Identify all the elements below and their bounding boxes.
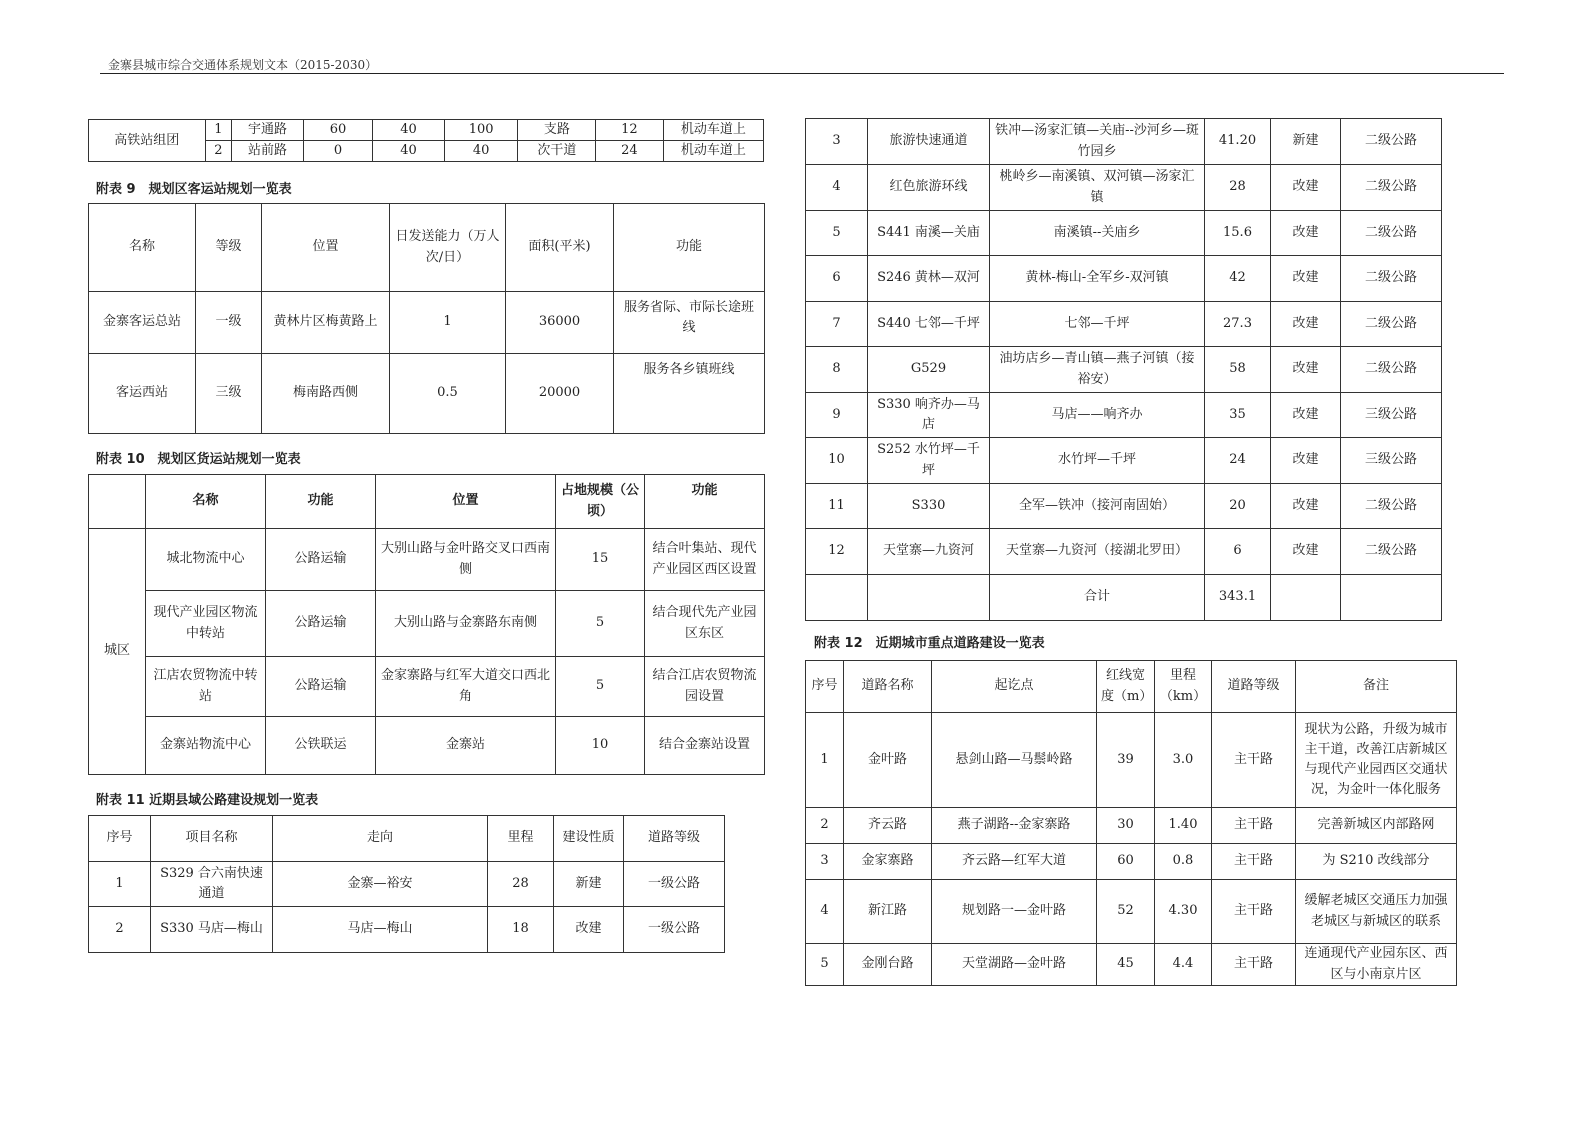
table-cell: 公路运输 [266,591,376,657]
table-cell: 水竹坪—千坪 [990,438,1205,484]
table-cell: 公路运输 [266,529,376,591]
table-cell: 35 [1205,393,1271,438]
table-cell: 全军—铁冲（接河南固始） [990,484,1205,529]
table-cell: 新建 [554,862,624,907]
table-cell: 天堂寨—九资河（接湖北罗田） [990,529,1205,575]
table12-caption: 附表 12 近期城市重点道路建设一览表 [814,636,1045,651]
table-cell: 现代产业园区物流中转站 [146,591,266,657]
table-cell: 新江路 [844,880,932,944]
table-cell [868,575,990,621]
table-cell: 9 [806,393,868,438]
table-cell: 15.6 [1205,211,1271,256]
table12-header: 道路等级 [1212,661,1296,713]
table-cell: 7 [806,302,868,347]
table-cell: 改建 [1271,529,1341,575]
hsr-group-label: 高铁站组团 [89,120,206,162]
table-cell: 一级公路 [624,907,725,953]
table-cell: 改建 [1271,211,1341,256]
table-cell: 8 [806,347,868,393]
table-cell: 公铁联运 [266,717,376,775]
table-cell: 旅游快速通道 [868,119,990,165]
table-cell: 1 [390,292,506,354]
table-cell: 金寨站物流中心 [146,717,266,775]
table-cell: 主干路 [1212,844,1296,880]
table10-header: 名称 [146,475,266,529]
table-cell: 金寨客运总站 [89,292,196,354]
table-cell: 次干道 [518,141,596,162]
table10-header: 功能 [266,475,376,529]
table12-header: 道路名称 [844,661,932,713]
table-cell: 天堂湖路—金叶路 [932,944,1097,986]
table11-header: 建设性质 [554,816,624,862]
table-cell: 58 [1205,347,1271,393]
table-cell: 100 [444,120,518,141]
table11-part1 [88,815,725,953]
table-cell: 大别山路与金叶路交叉口西南侧 [376,529,556,591]
table-cell: 缓解老城区交通压力加强老城区与新城区的联系 [1296,880,1457,944]
table-cell: 燕子湖路--金家寨路 [932,808,1097,844]
table-cell: 4 [806,165,868,211]
table-cell: 3 [806,844,844,880]
table-cell: 天堂寨—九资河 [868,529,990,575]
table-cell: 站前路 [232,141,304,162]
table-cell: 27.3 [1205,302,1271,347]
table-cell: 客运西站 [89,354,196,434]
table-cell: 30 [1097,808,1155,844]
table-cell: S330 响齐办—马店 [868,393,990,438]
table11-total-label: 合计 [990,575,1205,621]
table9-header: 面积(平米) [506,204,614,292]
table-cell: 完善新城区内部路网 [1296,808,1457,844]
table-cell: S330 [868,484,990,529]
table10-header: 占地规模（公顷） [556,475,645,529]
table12-header: 红线宽度（m） [1097,661,1155,713]
table-cell: 服务省际、市际长途班线 [614,292,765,354]
table-cell: 18 [488,907,554,953]
table-cell: 5 [556,591,645,657]
table-cell: S329 合六南快速通道 [151,862,273,907]
table-cell: 现状为公路，升级为城市主干道，改善江店新城区与现代产业园西区交通状况，为金叶一体化服务 [1296,713,1457,808]
table-cell: 黄林片区梅黄路上 [262,292,390,354]
table9 [88,203,765,434]
table-cell: 二级公路 [1341,529,1442,575]
table-cell: 主干路 [1212,880,1296,944]
table-cell: 结合叶集站、现代产业园区西区设置 [645,529,765,591]
table-cell: 金家寨路与红军大道交口西北角 [376,657,556,717]
document-header: 金寨县城市综合交通体系规划文本（2015-2030） [108,58,378,72]
table-cell: 40 [373,141,445,162]
table-cell: 梅南路西侧 [262,354,390,434]
table-cell: 铁冲—汤家汇镇—关庙--沙河乡—斑竹园乡 [990,119,1205,165]
table-cell: 规划路一—金叶路 [932,880,1097,944]
table12-header: 里程（km） [1155,661,1212,713]
table-cell [806,575,868,621]
table-cell: 马店——响齐办 [990,393,1205,438]
table-cell: 4.4 [1155,944,1212,986]
table-cell: 6 [1205,529,1271,575]
table9-header: 功能 [614,204,765,292]
table11-header: 走向 [273,816,488,862]
table-cell: 15 [556,529,645,591]
table-cell: 主干路 [1212,944,1296,986]
table-cell: 改建 [1271,484,1341,529]
table11-total-value: 343.1 [1205,575,1271,621]
table-cell: 二级公路 [1341,165,1442,211]
table-cell: 三级公路 [1341,438,1442,484]
table9-header: 名称 [89,204,196,292]
table-cell: 42 [1205,256,1271,302]
table11-header: 序号 [89,816,151,862]
table-cell: 4.30 [1155,880,1212,944]
table10-group-label: 城区 [89,529,146,775]
table-cell: 红色旅游环线 [868,165,990,211]
table-cell: 52 [1097,880,1155,944]
table10-header: 功能 [645,475,765,529]
table-cell: 20 [1205,484,1271,529]
table-cell: 结合江店农贸物流园设置 [645,657,765,717]
table-cell [1271,575,1341,621]
table-cell: 5 [806,944,844,986]
table-cell: 二级公路 [1341,256,1442,302]
table-cell: 12 [806,529,868,575]
table-cell: 二级公路 [1341,484,1442,529]
table10-header [89,475,146,529]
table-cell: 1 [806,713,844,808]
table-cell: 大别山路与金寨路东南侧 [376,591,556,657]
table12 [805,660,1457,986]
table11-caption: 附表 11 近期县域公路建设规划一览表 [96,793,319,808]
table-cell: 39 [1097,713,1155,808]
table-cell: 改建 [1271,347,1341,393]
table-cell: 城北物流中心 [146,529,266,591]
table-cell: 1 [205,120,232,141]
table-cell: 24 [1205,438,1271,484]
table-cell: G529 [868,347,990,393]
table9-header: 位置 [262,204,390,292]
table-cell: 桃岭乡—南溪镇、双河镇—汤家汇镇 [990,165,1205,211]
table-cell: 4 [806,880,844,944]
table-cell: 为 S210 改线部分 [1296,844,1457,880]
table11-header: 道路等级 [624,816,725,862]
table11-header: 里程 [488,816,554,862]
table-cell: S330 马店—梅山 [151,907,273,953]
table-cell: 28 [488,862,554,907]
table-cell: 三级公路 [1341,393,1442,438]
table-cell: 连通现代产业园东区、西区与小南京片区 [1296,944,1457,986]
table-cell: 悬剑山路—马鬃岭路 [932,713,1097,808]
table-cell: 20000 [506,354,614,434]
header-rule [100,73,1504,74]
table-cell: 60 [303,120,373,141]
table-cell: 改建 [1271,165,1341,211]
table-cell: 一级 [196,292,262,354]
table-cell: 5 [556,657,645,717]
table-cell: 2 [89,907,151,953]
table-cell: 服务各乡镇班线 [614,354,765,434]
table-cell: 主干路 [1212,808,1296,844]
table-cell: S252 水竹坪—千坪 [868,438,990,484]
table11-part2 [805,118,1442,621]
table-cell: S246 黄林—双河 [868,256,990,302]
table10-header: 位置 [376,475,556,529]
table-cell: 主干路 [1212,713,1296,808]
table-cell: 结合金寨站设置 [645,717,765,775]
table-cell: 齐云路 [844,808,932,844]
table-cell: 0.8 [1155,844,1212,880]
table-cell: 公路运输 [266,657,376,717]
table-cell: S440 七邻—千坪 [868,302,990,347]
table9-header: 日发送能力（万人次/日） [390,204,506,292]
table-cell: 结合现代先产业园区东区 [645,591,765,657]
table-cell: 改建 [1271,393,1341,438]
table-cell: 2 [806,808,844,844]
table-cell: 马店—梅山 [273,907,488,953]
table-cell: 二级公路 [1341,211,1442,256]
table12-header: 备注 [1296,661,1457,713]
table-cell: 40 [444,141,518,162]
table-cell: S441 南溪—关庙 [868,211,990,256]
table10 [88,474,765,775]
table-cell: 0.5 [390,354,506,434]
table-cell: 支路 [518,120,596,141]
table-cell: 41.20 [1205,119,1271,165]
table-cell: 1.40 [1155,808,1212,844]
table-cell: 改建 [1271,302,1341,347]
table-cell: 36000 [506,292,614,354]
table-cell: 机动车道上 [663,141,763,162]
table-cell: 3.0 [1155,713,1212,808]
table-cell: 2 [205,141,232,162]
table-cell: 改建 [554,907,624,953]
table-cell: 一级公路 [624,862,725,907]
table11-header: 项目名称 [151,816,273,862]
table-cell: 南溪镇--关庙乡 [990,211,1205,256]
table-cell: 江店农贸物流中转站 [146,657,266,717]
table-cell: 45 [1097,944,1155,986]
table-cell: 40 [373,120,445,141]
table-cell: 金寨站 [376,717,556,775]
table-cell: 金家寨路 [844,844,932,880]
table9-caption: 附表 9 规划区客运站规划一览表 [96,182,292,197]
hsr-group-table [88,119,764,162]
table-cell: 0 [303,141,373,162]
table-cell: 齐云路—红军大道 [932,844,1097,880]
table-cell: 12 [596,120,664,141]
table-cell: 28 [1205,165,1271,211]
table-cell: 宇通路 [232,120,304,141]
table-cell: 1 [89,862,151,907]
table-cell: 60 [1097,844,1155,880]
table12-header: 起讫点 [932,661,1097,713]
table-cell: 油坊店乡—青山镇—燕子河镇（接裕安） [990,347,1205,393]
table-cell: 金叶路 [844,713,932,808]
table-cell: 5 [806,211,868,256]
table-cell: 3 [806,119,868,165]
table-cell: 24 [596,141,664,162]
table-cell: 七邻—千坪 [990,302,1205,347]
table-cell: 11 [806,484,868,529]
table10-caption: 附表 10 规划区货运站规划一览表 [96,452,301,467]
table-cell [1341,575,1442,621]
table-cell: 二级公路 [1341,302,1442,347]
table-cell: 10 [556,717,645,775]
table-cell: 二级公路 [1341,347,1442,393]
table12-header: 序号 [806,661,844,713]
table-cell: 三级 [196,354,262,434]
table-cell: 机动车道上 [663,120,763,141]
table-cell: 改建 [1271,256,1341,302]
table-cell: 金寨—裕安 [273,862,488,907]
table-cell: 黄林-梅山-全军乡-双河镇 [990,256,1205,302]
table-cell: 金刚台路 [844,944,932,986]
table-cell: 二级公路 [1341,119,1442,165]
table9-header: 等级 [196,204,262,292]
table-cell: 新建 [1271,119,1341,165]
table-cell: 6 [806,256,868,302]
table-cell: 10 [806,438,868,484]
table-cell: 改建 [1271,438,1341,484]
